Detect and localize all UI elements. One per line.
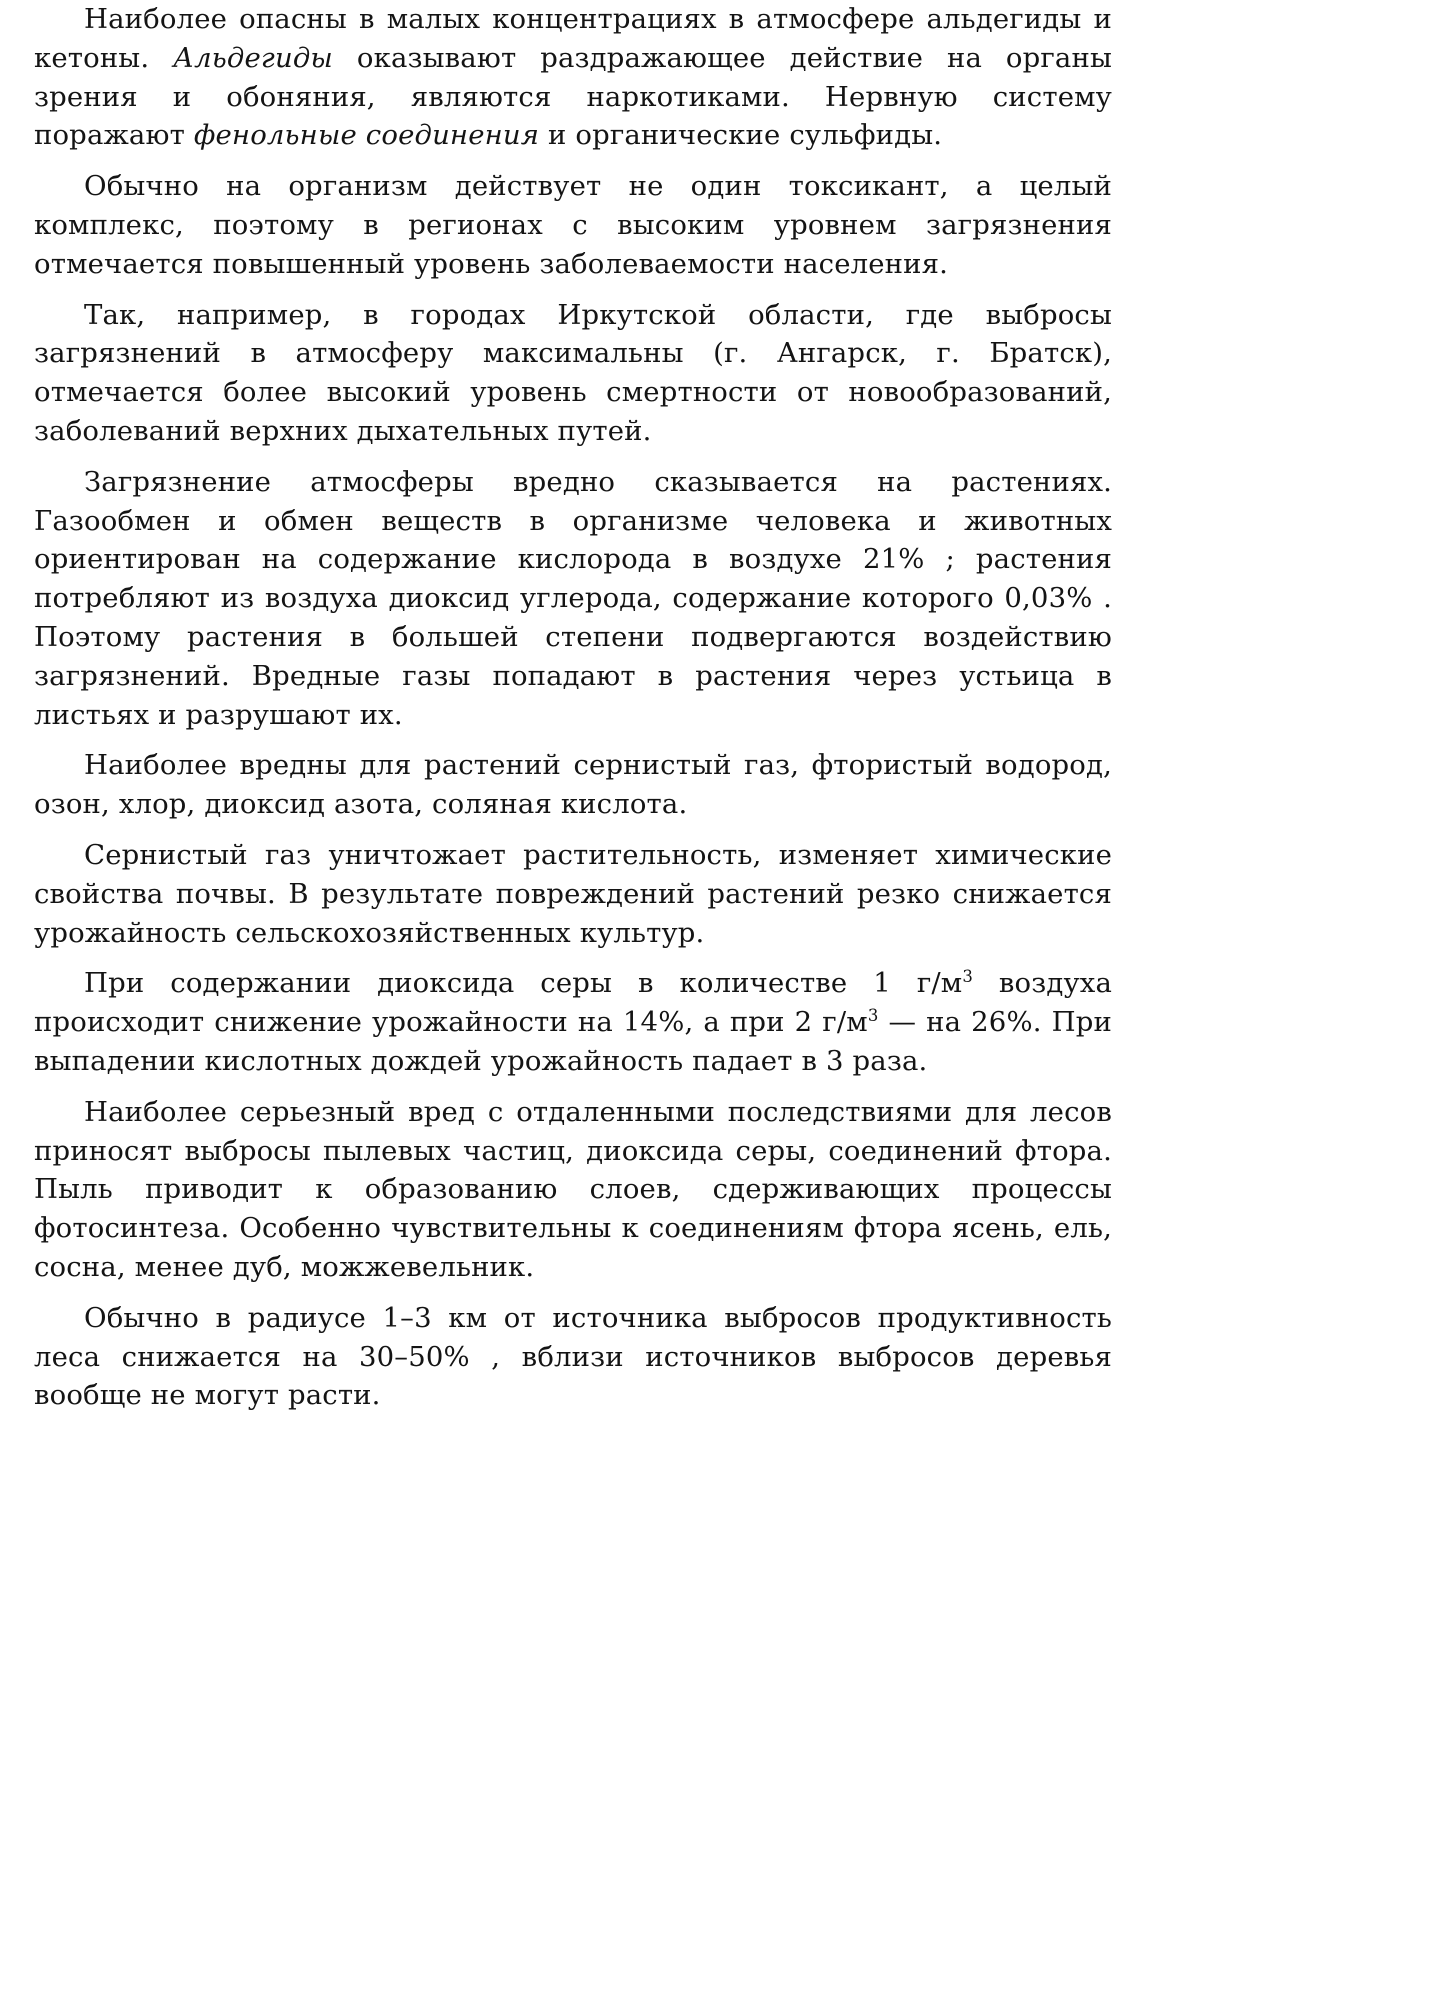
paragraph-sulfur-dioxide-yield — [34, 964, 1112, 1080]
text-run: Наиболее вредны для растений сернистый газ, фтористый водород, озон, хлор, диоксид азота, соляная кислота. — [34, 749, 1112, 821]
text-run: Сернистый газ уничтожает растительность, изменяет химические свойства почвы. В результате повреждений растений резко снижается урожайность сельскохозяйственных культур. — [34, 838, 1112, 949]
italic-term-phenolic-compounds: фенольные соединения — [193, 119, 540, 152]
paragraph-plants-pollution — [34, 463, 1112, 735]
text-run: Наиболее опасны в малых концентрациях в атмосфере альдегиды и кетоны. — [34, 3, 1112, 74]
document-page — [34, 0, 1112, 1427]
text-run: При содержании диоксида серы в количестве 1 г/м — [84, 967, 963, 1000]
text-run: Обычно на организм действует не один токсикант, а целый комплекс, поэтому в регионах с высоким уровнем загрязнения отмечается повышенный уровень заболеваемости населения. — [34, 170, 1112, 280]
paragraph-sulfur-gas — [34, 836, 1112, 952]
paragraph-irkutsk-region — [34, 296, 1112, 451]
text-run: — на 26%. При выпадении кислотных дождей урожайность падает в 3 раза. — [34, 1006, 1112, 1077]
text-run: Загрязнение атмосферы вредно сказывается на растениях. Газообмен и обмен веществ в организме человека и животных ориентирован на содержание кислорода в воздухе 21% ; растения потребляют из воздуха диоксид углерода, содержание которого 0,03% . Поэтому растения в большей степени подвергаются воздействию загрязнений. Вредные газы попадают в растения через устьица в листьях и разрушают их. — [34, 465, 1112, 731]
superscript: 3 — [962, 967, 973, 987]
text-run: оказывают раздражающее действие на органы зрения и обоняния, являются наркотиками. Нервную систему поражают — [34, 41, 1112, 152]
paragraph-forest-productivity — [34, 1299, 1112, 1415]
text-run: и органические сульфиды. — [539, 119, 943, 152]
paragraph-forest-damage — [34, 1093, 1112, 1287]
text-run: воздуха происходит снижение урожайности на 14%, а при 2 г/м — [34, 967, 1112, 1039]
text-run: Обычно в радиусе 1–3 км от источника выбросов продуктивность леса снижается на 30–50% , вблизи источников выбросов деревья вообще не могут расти. — [34, 1301, 1112, 1412]
text-run: Наиболее серьезный вред с отдаленными последствиями для лесов приносят выбросы пылевых частиц, диоксида серы, соединений фтора. Пыль приводит к образованию слоев, сдерживающих процессы фотосинтеза. Особенно чувствительны к соединениям фтора ясень, ель, сосна, менее дуб, можжевельник. — [34, 1095, 1112, 1283]
paragraph-aldehydes — [34, 0, 1112, 155]
paragraph-harmful-gases — [34, 746, 1112, 824]
superscript: 3 — [867, 1005, 879, 1025]
paragraph-toxicant-complex — [34, 167, 1112, 283]
text-run: Так, например, в городах Иркутской области, где выбросы загрязнений в атмосферу максимальны (г. Ангарск, г. Братск), отмечается более высокий уровень смертности от новообразований, заболеваний верхних дыхательных путей. — [34, 298, 1112, 447]
italic-term-aldehydes: Альдегиды — [173, 41, 333, 74]
